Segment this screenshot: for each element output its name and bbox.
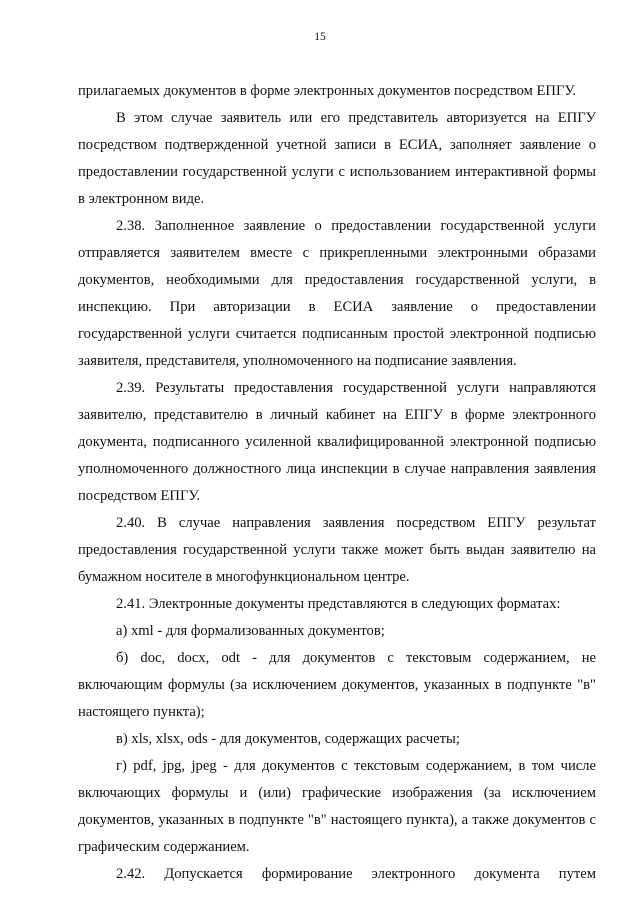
paragraph-2-40: 2.40. В случае направления заявления посредством ЕПГУ результат предоставления государственной услуги также может быть выдан заявителю на бумажном носителе в многофункциональном центре. <box>78 515 596 585</box>
paragraph-2-41: 2.41. Электронные документы представляются в следующих форматах: <box>116 596 561 612</box>
list-item-b: б) doc, docx, odt - для документов с текстовым содержанием, не включающим формулы (за исключением документов, указанных в подпункте "в" настоящего пункта); <box>78 650 596 720</box>
page-number: 15 <box>314 31 326 43</box>
list-item-v: в) xls, xlsx, ods - для документов, содержащих расчеты; <box>116 731 460 747</box>
paragraph-2-39: 2.39. Результаты предоставления государственной услуги направляются заявителю, представителю в личный кабинет на ЕПГУ в форме электронного документа, подписанного усиленной квалифицированной электронной подписью уполномоченного должностного лица инспекции в случае направления заявления посредством ЕПГУ. <box>78 380 596 504</box>
paragraph-continuation: прилагаемых документов в форме электронных документов посредством ЕПГУ. <box>78 83 577 99</box>
paragraph-esia-authorization: В этом случае заявитель или его представитель авторизуется на ЕПГУ посредством подтвержденной учетной записи в ЕСИА, заполняет заявление о предоставлении государственной услуги с использованием интерактивной формы в электронном виде. <box>78 110 596 207</box>
paragraph-2-38: 2.38. Заполненное заявление о предоставлении государственной услуги отправляется заявителем вместе с прикрепленными электронными образами документов, необходимыми для предоставления государственной услуги, в инспекцию. При авторизации в ЕСИА заявление о предоставлении государственной услуги считается подписанным простой электронной подписью заявителя, представителя, уполномоченного на подписание заявления. <box>78 218 596 369</box>
paragraph-2-42: 2.42. Допускается формирование электронного документа путем <box>116 866 596 882</box>
document-body <box>78 78 596 888</box>
list-item-g: г) pdf, jpg, jpeg - для документов с текстовым содержанием, в том числе включающих формулы и (или) графические изображения (за исключением документов, указанных в подпункте "в" настоящего пункта), а также документов с графическим содержанием. <box>78 758 596 855</box>
list-item-a: а) xml - для формализованных документов; <box>116 623 385 639</box>
